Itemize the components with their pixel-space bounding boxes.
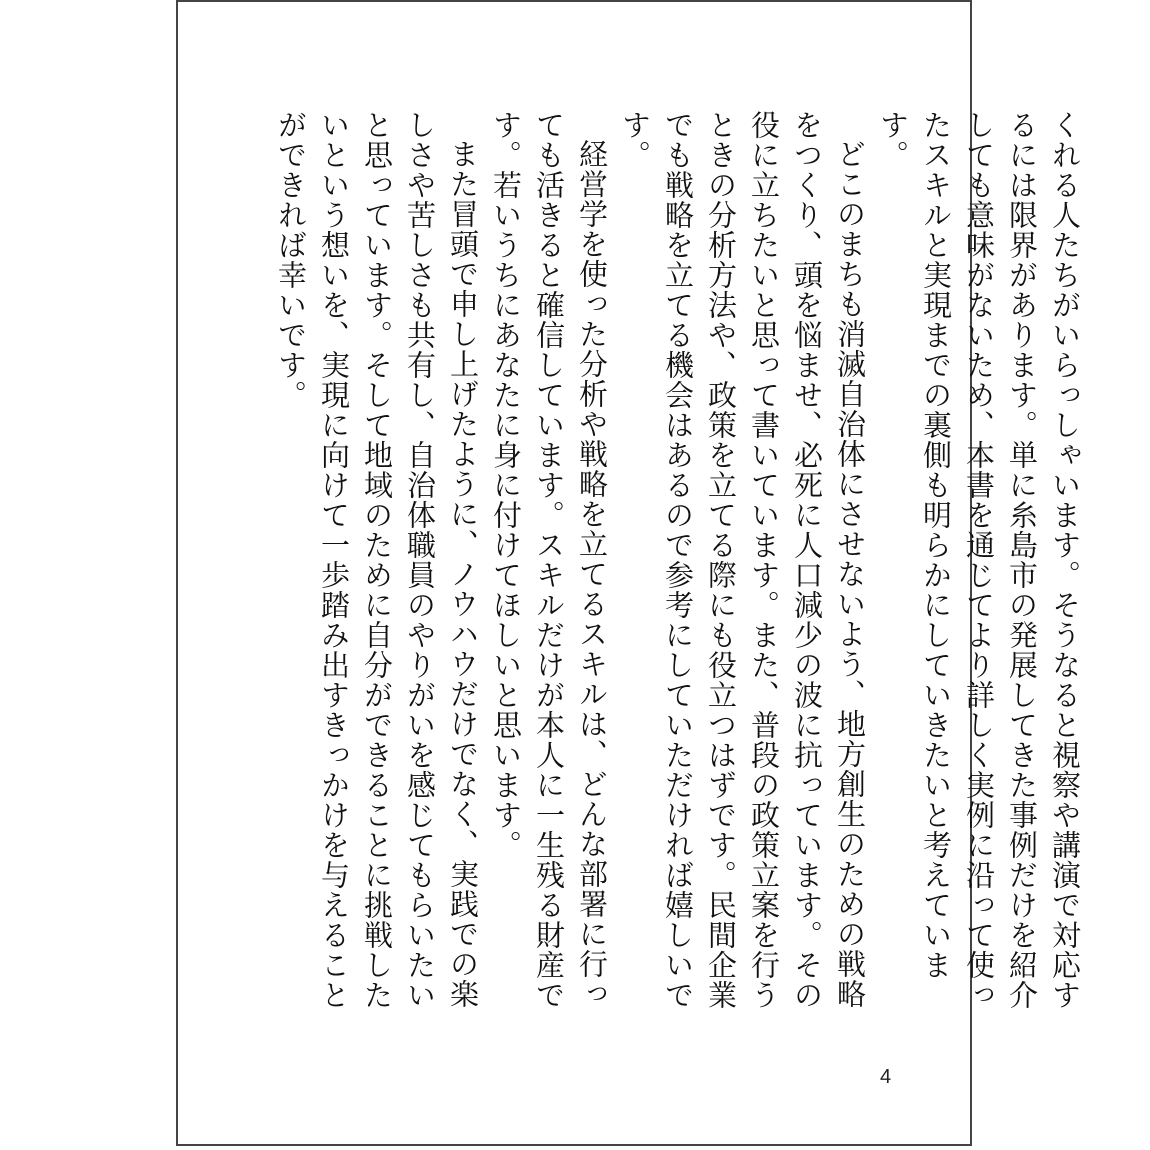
book-page [176,0,1082,1146]
page-number: 4 [880,1066,892,1088]
paragraph-2: どこのまちも消滅自治体にさせないよう、地方創生のための戦略をつくり、頭を悩ませ、必死に人口減少の波に抗っています。その役に立ちたいと思って書いています。また、普段の政策立案を行うときの分析方法や、政策を立てる際にも役立つはずです。民間企業でも戦略を立てる機会はあるので参考にしていただければ嬉しいです。 [618,110,867,1010]
paragraph-3: 経営学を使った分析や戦略を立てるスキルは、どんな部署に行っても活きると確信しています。スキルだけが本人に一生残る財産です。若いうちにあなたに身に付けてほしいと思います。 [489,110,609,1010]
paragraph-1: くれる人たちがいらっしゃいます。そうなると視察や講演で対応するには限界があります。単に糸島市の発展してきた事例だけを紹介しても意味がないため、本書を通じてより詳しく実例に沿って使ったスキルと実現までの裏側も明らかにしていきたいと考えています。 [876,110,1082,1010]
body-text [274,110,1086,1010]
paragraph-4: また冒頭で申し上げたように、ノウハウだけでなく、実践での楽しさや苦しさも共有し、自治体職員のやりがいを感じてもらいたいと思っています。そして地域のために自分ができることに挑戦したいという想いを、実現に向けて一歩踏み出すきっかけを与えることができれば幸いです。 [274,110,480,1010]
